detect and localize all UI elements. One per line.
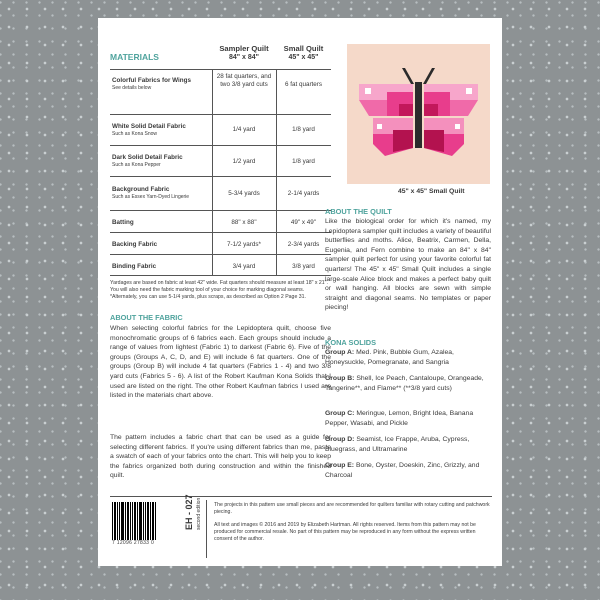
- row-label: Dark Solid Detail Fabric: [112, 154, 183, 161]
- group-colors: Shell, Ice Peach, Cantaloupe, Orangeade, Tangerine**, and Flame** (**3/8 yard cuts): [325, 375, 484, 392]
- barcode-digits: 7 12096 27833 0: [112, 540, 155, 546]
- col2-size: 45" x 45": [288, 54, 319, 61]
- row-sub: Such as Essex Yarn-Dyed Lingerie: [112, 194, 190, 200]
- about-fabric-paragraph-2: The pattern includes a fabric chart that can be used as a guide for selecting different fabrics. If you're using different fabrics than me, paste a swatch of each of your fabrics onto the chart. This will help you to keep the fabrics organized both during construction and within the finished quilt.: [110, 434, 331, 480]
- table-divider: [276, 69, 277, 275]
- materials-footnote: Yardages are based on fabric at least 42" wide. Fat quarters should measure at least 18" x 21". You will also need the fabric marking tool of your choice for marking diagonal seams. *Alternately, you can use 5-1/4 yards, plus scraps, as described as Option 2 Page 31.: [110, 280, 328, 300]
- col2-header: Small Quilt: [283, 44, 324, 53]
- row-small-value: 49" x 49": [290, 219, 317, 226]
- materials-row-batting: [110, 210, 331, 233]
- row-small-value: 1/8 yard: [292, 158, 315, 165]
- row-sub: Such as Kona Pepper: [112, 162, 161, 168]
- footer-rule: [110, 496, 492, 497]
- group-colors: Bone, Oyster, Doeskin, Zinc, Grizzly, and Charcoal: [325, 462, 480, 479]
- photo-caption: 45" x 45" Small Quilt: [398, 188, 465, 195]
- barcode-bars: [112, 502, 166, 540]
- row-sampler-value: 3/4 yard: [232, 263, 256, 270]
- kona-title: KONA SOLIDS: [325, 338, 377, 347]
- footer-divider: [206, 500, 207, 558]
- butterfly-quilt-illustration: [347, 44, 490, 184]
- row-label: Backing Fabric: [112, 241, 158, 248]
- row-sampler-value: 88" x 88": [231, 219, 257, 226]
- row-label: Background Fabric: [112, 186, 170, 193]
- row-sub: Such as Kona Snow: [112, 131, 158, 137]
- materials-row-backing: [110, 232, 331, 255]
- row-small-value: 2-1/4 yards: [287, 190, 320, 197]
- barcode: [112, 502, 166, 554]
- about-fabric-title: ABOUT THE FABRIC: [110, 313, 183, 322]
- row-small-value: 6 fat quarters: [284, 81, 323, 88]
- row-label: Binding Fabric: [112, 263, 157, 270]
- group-colors: Meringue, Lemon, Bright Idea, Banana Pepper, Wasabi, and Pickle: [325, 410, 474, 427]
- about-fabric-paragraph-1: When selecting colorful fabrics for the Lepidoptera quilt, choose five monochromatic groups of 6 fabrics each. Each groups should include a range of values from lightest (Fabric 1) to darkest (Fabric 6). Five of the groups (Groups A, C, D, and E) will include 6 fat quarters. One of the groups (Group B) will include 4 fat quarters (Fabrics 1 - 4) and two 3/8 yard cuts (Fabrics 5 - 6). A list of the Robert Kaufman Kona Solids that I used are listed on the right. The other Robert Kaufman fabrics I used are listed in the materials chart above.: [110, 325, 331, 400]
- row-sampler-value: 1/4 yard: [232, 126, 256, 133]
- row-small-value: 3/8 yard: [292, 263, 315, 270]
- col1-size: 84" x 84": [229, 54, 259, 61]
- group-name: Group C:: [325, 410, 355, 417]
- materials-row-binding: [110, 254, 331, 276]
- about-quilt-text: Like the biological order for which it's named, my Lepidoptera sampler quilt includes a variety of beautiful butterflies and moths. Alice, Beatrix, Carmen, Della, Eugenia, and Fern combine to make an 84" x 84" sampler quilt perfect for using your favorite colorful fat quarters! The 45" x 45" Small Quilt includes a single large-scale Alice block and makes a perfect baby quilt or wall hanging. All blocks are sewn with simple straight and diagonal seams. No templates or paper piecing!: [325, 218, 491, 312]
- row-sampler-value: 28 fat quarters, and two 3/8 yard cuts: [216, 73, 272, 88]
- pattern-code: EH - 027: [184, 494, 194, 530]
- group-name: Group B:: [325, 375, 355, 382]
- row-small-value: 1/8 yard: [292, 126, 315, 133]
- footer-note: The projects in this pattern use small pieces and are recommended for quilters familiar with rotary cutting and patchwork piecing.: [214, 502, 490, 515]
- row-small-value: 2-3/4 yards: [287, 241, 320, 248]
- edition-label: second edition: [196, 497, 202, 530]
- group-colors: Med. Pink, Bubble Gum, Azalea, Honeysuckle, Pomegranate, and Sangria: [325, 349, 454, 366]
- row-sampler-value: 1/2 yard: [232, 158, 256, 165]
- group-colors: Seamist, Ice Frappe, Aruba, Cypress, Bluegrass, and Ultramarine: [325, 436, 470, 453]
- copyright-notice: All text and images © 2016 and 2019 by Elizabeth Hartman. All rights reserved. Items from this pattern may not be produced for commercial resale. No part of this pattern may be reproduced in any form without the express written consent of the author.: [214, 522, 476, 542]
- materials-title: MATERIALS: [110, 52, 159, 62]
- about-quilt-title: ABOUT THE QUILT: [325, 207, 392, 216]
- kona-group-d: [325, 435, 485, 454]
- materials-row-background: [110, 176, 331, 210]
- row-sub: See details below: [112, 85, 152, 91]
- row-label: Colorful Fabrics for Wings: [112, 77, 192, 84]
- table-divider: [212, 69, 213, 275]
- kona-group-e: [325, 461, 485, 480]
- group-name: Group A:: [325, 349, 355, 356]
- kona-group-c: [325, 409, 485, 428]
- materials-row-dark: [110, 145, 331, 176]
- kona-group-a: [325, 348, 485, 367]
- kona-group-b: [325, 374, 485, 393]
- pattern-page: [98, 18, 502, 566]
- quilt-photo: [347, 44, 490, 184]
- group-name: Group E:: [325, 462, 355, 469]
- group-name: Group D:: [325, 436, 355, 443]
- materials-row-wings: [110, 69, 331, 100]
- row-sampler-value: 5-3/4 yards: [228, 190, 260, 197]
- materials-row-white: [110, 114, 331, 145]
- row-label: Batting: [112, 219, 134, 226]
- row-label: White Solid Detail Fabric: [112, 123, 186, 130]
- row-sampler-value: 7-1/2 yards*: [227, 241, 261, 248]
- col1-header: Sampler Quilt: [219, 44, 269, 53]
